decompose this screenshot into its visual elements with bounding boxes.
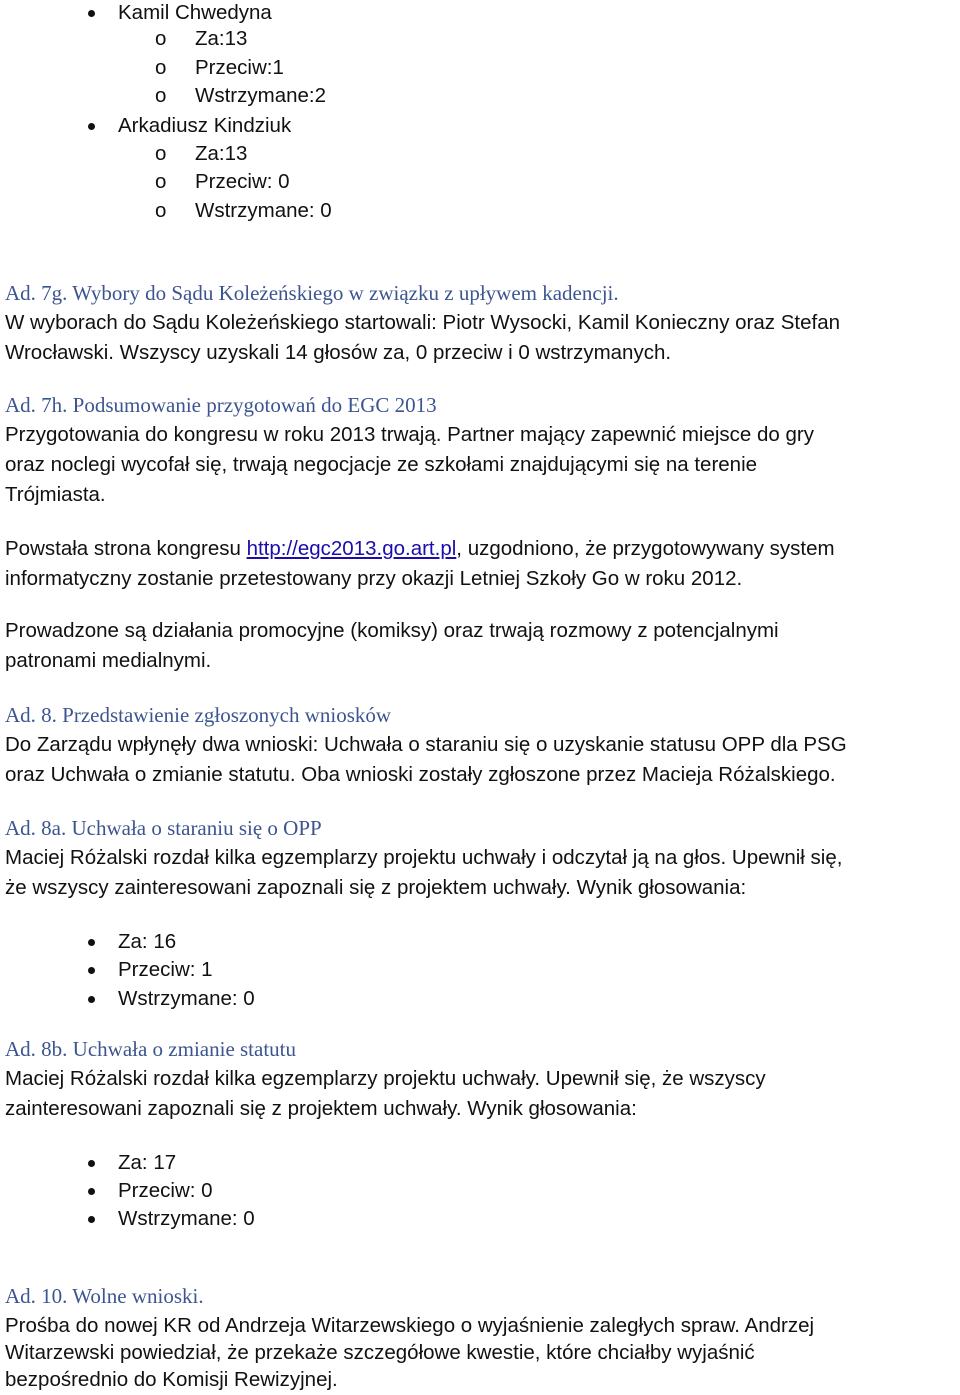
section-heading: Ad. 7g. Wybory do Sądu Koleżeńskiego w związku z upływem kadencji.: [5, 281, 619, 305]
vote-count: Przeciw: 1: [118, 958, 213, 981]
paragraph-line: że wszyscy zainteresowani zapoznali się z projektem uchwały. Wynik głosowania:: [5, 876, 747, 899]
vote-count: Przeciw:1: [195, 56, 284, 79]
paragraph-line: Przygotowania do kongresu w roku 2013 trwają. Partner mający zapewnić miejsce do gry: [5, 423, 814, 446]
bullet-icon: [88, 10, 95, 17]
paragraph-line: oraz noclegi wycofał się, trwają negocjacje ze szkołami znajdującymi się na terenie: [5, 453, 758, 476]
paragraph-line: bezpośrednio do Komisji Rewizyjnej.: [5, 1368, 338, 1391]
circle-bullet-icon: o: [155, 142, 167, 165]
circle-bullet-icon: o: [155, 170, 167, 193]
bullet-icon: [88, 1188, 95, 1195]
vote-count: Wstrzymane: 0: [195, 199, 332, 222]
paragraph-line: Maciej Różalski rozdał kilka egzemplarzy projektu uchwały i odczytał ją na głos. Upewnił się,: [5, 846, 843, 869]
paragraph-line: Maciej Różalski rozdał kilka egzemplarzy projektu uchwały. Upewnił się, że wszyscy: [5, 1067, 766, 1090]
paragraph-text: Powstała strona kongresu: [5, 537, 247, 560]
paragraph-text: , uzgodniono, że przygotowywany system: [456, 537, 835, 560]
circle-bullet-icon: o: [155, 84, 167, 107]
bullet-icon: [88, 123, 95, 130]
vote-count: Wstrzymane: 0: [118, 987, 255, 1010]
paragraph-line: Prowadzone są działania promocyjne (komiksy) oraz trwają rozmowy z potencjalnymi: [5, 619, 779, 642]
section-heading: Ad. 8b. Uchwała o zmianie statutu: [5, 1037, 297, 1061]
bullet-icon: [88, 1160, 95, 1167]
paragraph-line: Witarzewski powiedział, że przekaże szczegółowe kwestie, które chciałby wyjaśnić: [5, 1341, 755, 1364]
paragraph-line: Prośba do nowej KR od Andrzeja Witarzewskiego o wyjaśnienie zaległych spraw. Andrzej: [5, 1314, 815, 1337]
paragraph-line: zainteresowani zapoznali się z projektem uchwały. Wynik głosowania:: [5, 1097, 637, 1120]
bullet-icon: [88, 996, 95, 1003]
paragraph-line: oraz Uchwała o zmianie statutu. Oba wnioski zostały zgłoszone przez Macieja Różalskiego.: [5, 763, 836, 786]
circle-bullet-icon: o: [155, 27, 167, 50]
vote-count: Wstrzymane: 0: [118, 1207, 255, 1230]
paragraph-line: Wrocławski. Wszyscy uzyskali 14 głosów za, 0 przeciw i 0 wstrzymanych.: [5, 341, 672, 364]
bullet-icon: [88, 967, 95, 974]
paragraph-line: Trójmiasta.: [5, 483, 106, 506]
circle-bullet-icon: o: [155, 56, 167, 79]
section-heading: Ad. 8a. Uchwała o staraniu się o OPP: [5, 816, 322, 840]
paragraph-line: W wyborach do Sądu Koleżeńskiego startowali: Piotr Wysocki, Kamil Konieczny oraz Stefan: [5, 311, 840, 334]
paragraph-line: Do Zarządu wpłynęły dwa wnioski: Uchwała o staraniu się o uzyskanie statusu OPP dla PSG: [5, 733, 847, 756]
vote-count: Za:13: [195, 142, 248, 165]
candidate-name: Arkadiusz Kindziuk: [118, 114, 292, 137]
section-heading: Ad. 7h. Podsumowanie przygotowań do EGC 2013: [5, 393, 437, 417]
vote-count: Wstrzymane:2: [195, 84, 326, 107]
bullet-icon: [88, 939, 95, 946]
section-heading: Ad. 10. Wolne wnioski.: [5, 1284, 204, 1308]
vote-count: Za: 17: [118, 1151, 177, 1174]
congress-link[interactable]: http://egc2013.go.art.pl: [246, 537, 457, 560]
bullet-icon: [88, 1216, 95, 1223]
paragraph-line: informatyczny zostanie przetestowany przy okazji Letniej Szkoły Go w roku 2012.: [5, 567, 743, 590]
vote-count: Za:13: [195, 27, 248, 50]
vote-count: Przeciw: 0: [118, 1179, 213, 1202]
vote-count: Za: 16: [118, 930, 177, 953]
candidate-name: Kamil Chwedyna: [118, 1, 272, 24]
paragraph-line: [5, 536, 835, 562]
circle-bullet-icon: o: [155, 199, 167, 222]
vote-count: Przeciw: 0: [195, 170, 290, 193]
paragraph-line: patronami medialnymi.: [5, 649, 212, 672]
section-heading: Ad. 8. Przedstawienie zgłoszonych wniosków: [5, 703, 392, 727]
